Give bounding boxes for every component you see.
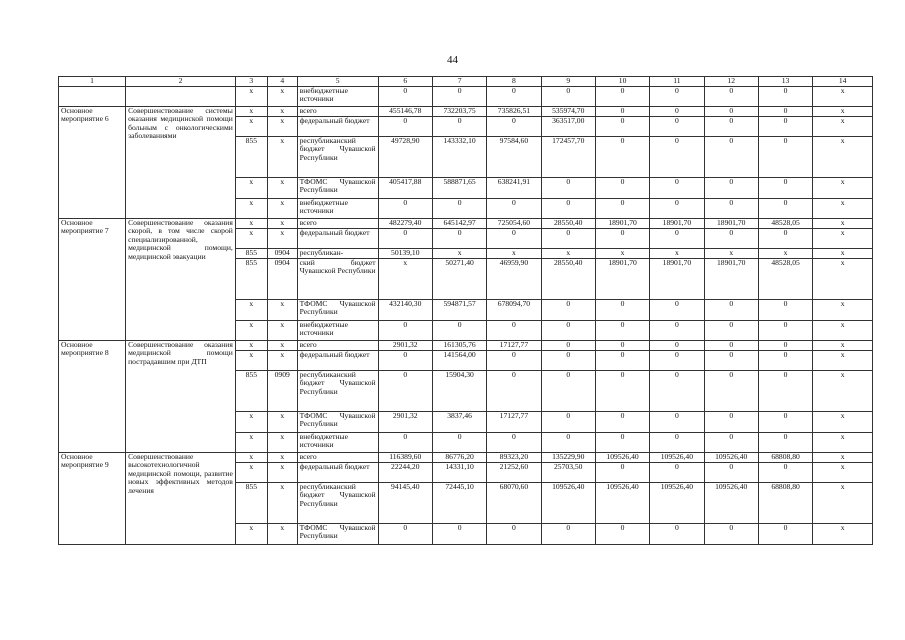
table-row — [59, 106, 873, 116]
amount-cell: 109526,40 — [541, 482, 595, 523]
funding-source-cell: всего — [297, 340, 378, 350]
amount-cell: 0 — [650, 86, 704, 106]
flag-cell: x — [813, 452, 873, 462]
amount-cell: 0 — [595, 86, 649, 106]
amount-cell: 48528,05 — [758, 218, 812, 228]
amount-cell: 109526,40 — [650, 452, 704, 462]
amount-cell: 482279,40 — [378, 218, 432, 228]
flag-cell: x — [813, 350, 873, 370]
amount-cell: 0 — [704, 462, 758, 482]
amount-cell: 432140,30 — [378, 299, 432, 320]
amount-cell: 0 — [704, 340, 758, 350]
grbs-code-cell: x — [235, 452, 267, 462]
amount-cell: 735826,51 — [487, 106, 541, 116]
amount-cell: 0 — [650, 228, 704, 248]
amount-cell: 0 — [704, 350, 758, 370]
amount-cell: 0 — [378, 116, 432, 136]
amount-cell: 0 — [595, 228, 649, 248]
amount-cell: x — [650, 248, 704, 258]
description-cell: Совершенствование системы оказания медицинской помощи больным с онкологическими заболеваниями — [126, 106, 236, 218]
amount-cell: 0 — [595, 340, 649, 350]
amount-cell: 0 — [758, 228, 812, 248]
amount-cell: 141564,00 — [432, 350, 486, 370]
amount-cell: 0 — [595, 299, 649, 320]
amount-cell: 0 — [541, 411, 595, 432]
amount-cell: 0 — [758, 370, 812, 411]
amount-cell: 0 — [541, 320, 595, 340]
amount-cell: 0 — [541, 523, 595, 544]
funding-source-cell: республиканский бюджет Чувашской Республики — [297, 136, 378, 177]
amount-cell: x — [487, 248, 541, 258]
flag-cell: x — [813, 218, 873, 228]
amount-cell: 0 — [650, 106, 704, 116]
amount-cell: 0 — [595, 136, 649, 177]
funding-source-cell: республиканский бюджет Чувашской Республики — [297, 482, 378, 523]
amount-cell: 0 — [487, 228, 541, 248]
grbs-code-cell: 855 — [235, 370, 267, 411]
amount-cell: 0 — [758, 340, 812, 350]
amount-cell: 22244,20 — [378, 462, 432, 482]
section-code-cell: x — [267, 177, 297, 198]
section-code-cell: x — [267, 228, 297, 248]
grbs-code-cell: x — [235, 177, 267, 198]
amount-cell: 0 — [650, 370, 704, 411]
amount-cell: 0 — [758, 198, 812, 218]
amount-cell: 0 — [650, 432, 704, 452]
amount-cell: 0 — [704, 370, 758, 411]
activity-cell: Основное мероприятие 8 — [59, 340, 126, 452]
amount-cell: 0 — [432, 432, 486, 452]
activity-cell — [59, 86, 126, 106]
amount-cell: 18901,70 — [704, 258, 758, 299]
grbs-code-cell: x — [235, 86, 267, 106]
amount-cell: 0 — [432, 86, 486, 106]
description-cell — [126, 86, 236, 106]
flag-cell: x — [813, 411, 873, 432]
amount-cell: 0 — [378, 370, 432, 411]
amount-cell: 0 — [758, 432, 812, 452]
section-code-cell: x — [267, 411, 297, 432]
amount-cell: 0 — [650, 116, 704, 136]
amount-cell: 0 — [704, 136, 758, 177]
amount-cell: 0 — [541, 198, 595, 218]
amount-cell: 0 — [487, 320, 541, 340]
amount-cell: 645142,97 — [432, 218, 486, 228]
amount-cell: 68070,60 — [487, 482, 541, 523]
flag-cell: x — [813, 320, 873, 340]
header-row — [59, 77, 873, 87]
amount-cell: 0 — [432, 320, 486, 340]
amount-cell: 0 — [487, 350, 541, 370]
grbs-code-cell: 855 — [235, 248, 267, 258]
amount-cell: 48528,05 — [758, 258, 812, 299]
header-cell: 12 — [704, 77, 758, 87]
grbs-code-cell: x — [235, 432, 267, 452]
grbs-code-cell: x — [235, 462, 267, 482]
amount-cell: 18901,70 — [650, 218, 704, 228]
amount-cell: 0 — [758, 86, 812, 106]
header-cell: 14 — [813, 77, 873, 87]
amount-cell: 89323,20 — [487, 452, 541, 462]
amount-cell: 0 — [758, 106, 812, 116]
amount-cell: x — [758, 248, 812, 258]
amount-cell: 732203,75 — [432, 106, 486, 116]
section-code-cell: x — [267, 320, 297, 340]
amount-cell: 17127,77 — [487, 411, 541, 432]
amount-cell: 0 — [595, 432, 649, 452]
amount-cell: 0 — [758, 411, 812, 432]
amount-cell: 455146,78 — [378, 106, 432, 116]
funding-source-cell: ский бюджет Чувашской Республики — [297, 258, 378, 299]
header-cell: 10 — [595, 77, 649, 87]
amount-cell: 0 — [595, 370, 649, 411]
flag-cell: x — [813, 106, 873, 116]
table-row — [59, 340, 873, 350]
amount-cell: x — [541, 248, 595, 258]
amount-cell: 68808,80 — [758, 482, 812, 523]
activity-cell: Основное мероприятие 7 — [59, 218, 126, 340]
grbs-code-cell: x — [235, 340, 267, 350]
section-code-cell: x — [267, 116, 297, 136]
section-code-cell: x — [267, 299, 297, 320]
amount-cell: 0 — [378, 228, 432, 248]
amount-cell: 0 — [704, 432, 758, 452]
flag-cell: x — [813, 198, 873, 218]
amount-cell: 0 — [595, 320, 649, 340]
section-code-cell: x — [267, 218, 297, 228]
header-cell: 9 — [541, 77, 595, 87]
grbs-code-cell: x — [235, 411, 267, 432]
amount-cell: 0 — [378, 86, 432, 106]
amount-cell: 3837,46 — [432, 411, 486, 432]
section-code-cell: x — [267, 106, 297, 116]
amount-cell: x — [595, 248, 649, 258]
amount-cell: 0 — [650, 198, 704, 218]
flag-cell: x — [813, 177, 873, 198]
amount-cell: 0 — [758, 350, 812, 370]
flag-cell: x — [813, 248, 873, 258]
flag-cell: x — [813, 299, 873, 320]
amount-cell: 0 — [758, 320, 812, 340]
amount-cell: 0 — [704, 299, 758, 320]
amount-cell: 2901,32 — [378, 411, 432, 432]
amount-cell: 0 — [595, 106, 649, 116]
funding-source-cell: всего — [297, 218, 378, 228]
amount-cell: 0 — [704, 106, 758, 116]
amount-cell: 0 — [541, 340, 595, 350]
amount-cell: 588871,65 — [432, 177, 486, 198]
header-cell: 6 — [378, 77, 432, 87]
amount-cell: 18901,70 — [650, 258, 704, 299]
amount-cell: 50271,40 — [432, 258, 486, 299]
amount-cell: 0 — [650, 320, 704, 340]
section-code-cell: 0909 — [267, 370, 297, 411]
amount-cell: 0 — [432, 198, 486, 218]
funding-source-cell: внебюджетные источники — [297, 86, 378, 106]
amount-cell: 0 — [487, 116, 541, 136]
amount-cell: 0 — [595, 116, 649, 136]
amount-cell: 0 — [541, 432, 595, 452]
funding-source-cell: ТФОМС Чувашской Республики — [297, 299, 378, 320]
header-cell: 2 — [126, 77, 236, 87]
amount-cell: 0 — [704, 177, 758, 198]
amount-cell: 2901,32 — [378, 340, 432, 350]
amount-cell: 109526,40 — [595, 482, 649, 523]
section-code-cell: x — [267, 452, 297, 462]
amount-cell: 0 — [541, 370, 595, 411]
flag-cell: x — [813, 482, 873, 523]
amount-cell: 109526,40 — [650, 482, 704, 523]
header-cell: 4 — [267, 77, 297, 87]
grbs-code-cell: x — [235, 198, 267, 218]
section-code-cell: x — [267, 462, 297, 482]
grbs-code-cell: x — [235, 218, 267, 228]
amount-cell: 0 — [704, 198, 758, 218]
amount-cell: 0 — [541, 299, 595, 320]
amount-cell: 594871,57 — [432, 299, 486, 320]
amount-cell: 109526,40 — [704, 482, 758, 523]
amount-cell: 94145,40 — [378, 482, 432, 523]
table-row — [59, 218, 873, 228]
amount-cell: 0 — [595, 523, 649, 544]
amount-cell: 28550,40 — [541, 218, 595, 228]
amount-cell: 0 — [758, 299, 812, 320]
amount-cell: 0 — [704, 116, 758, 136]
section-code-cell: x — [267, 523, 297, 544]
amount-cell: 0 — [650, 136, 704, 177]
amount-cell: 0 — [487, 86, 541, 106]
section-code-cell: x — [267, 198, 297, 218]
funding-source-cell: ТФОМС Чувашской Республики — [297, 177, 378, 198]
grbs-code-cell: x — [235, 299, 267, 320]
amount-cell: 0 — [595, 350, 649, 370]
amount-cell: 21252,60 — [487, 462, 541, 482]
budget-table — [58, 76, 873, 545]
flag-cell: x — [813, 523, 873, 544]
grbs-code-cell: 855 — [235, 482, 267, 523]
amount-cell: 0 — [595, 462, 649, 482]
activity-cell: Основное мероприятие 6 — [59, 106, 126, 218]
amount-cell: 0 — [378, 523, 432, 544]
amount-cell: 18901,70 — [595, 218, 649, 228]
flag-cell: x — [813, 340, 873, 350]
amount-cell: 18901,70 — [595, 258, 649, 299]
funding-source-cell: ТФОМС Чувашской Республики — [297, 411, 378, 432]
amount-cell: 0 — [595, 177, 649, 198]
section-code-cell: x — [267, 432, 297, 452]
funding-source-cell: ТФОМС Чувашской Республики — [297, 523, 378, 544]
amount-cell: 0 — [487, 198, 541, 218]
grbs-code-cell: x — [235, 320, 267, 340]
amount-cell: 363517,00 — [541, 116, 595, 136]
flag-cell: x — [813, 136, 873, 177]
amount-cell: 0 — [650, 350, 704, 370]
flag-cell: x — [813, 86, 873, 106]
amount-cell: x — [432, 248, 486, 258]
amount-cell: 0 — [541, 86, 595, 106]
amount-cell: 68808,80 — [758, 452, 812, 462]
amount-cell: 0 — [487, 432, 541, 452]
flag-cell: x — [813, 462, 873, 482]
funding-source-cell: федеральный бюджет — [297, 462, 378, 482]
amount-cell: 25703,50 — [541, 462, 595, 482]
amount-cell: 0 — [432, 523, 486, 544]
grbs-code-cell: x — [235, 523, 267, 544]
funding-source-cell: федеральный бюджет — [297, 350, 378, 370]
funding-source-cell: республикан- — [297, 248, 378, 258]
amount-cell: 0 — [650, 411, 704, 432]
grbs-code-cell: x — [235, 106, 267, 116]
amount-cell: 0 — [650, 462, 704, 482]
amount-cell: 172457,70 — [541, 136, 595, 177]
funding-source-cell: федеральный бюджет — [297, 116, 378, 136]
funding-source-cell: внебюджетные источники — [297, 198, 378, 218]
flag-cell: x — [813, 116, 873, 136]
amount-cell: 86776,20 — [432, 452, 486, 462]
amount-cell: 0 — [595, 198, 649, 218]
amount-cell: 0 — [650, 299, 704, 320]
header-cell: 8 — [487, 77, 541, 87]
activity-cell: Основное мероприятие 9 — [59, 452, 126, 544]
table-row — [59, 452, 873, 462]
amount-cell: 72445,10 — [432, 482, 486, 523]
description-cell: Совершенствование оказания скорой, в том числе скорой специализированной, медицинской помощи, медицинской эвакуации — [126, 218, 236, 340]
amount-cell: 535974,70 — [541, 106, 595, 116]
section-code-cell: x — [267, 340, 297, 350]
amount-cell: 0 — [650, 340, 704, 350]
header-cell: 1 — [59, 77, 126, 87]
amount-cell: 678094,70 — [487, 299, 541, 320]
amount-cell: 18901,70 — [704, 218, 758, 228]
amount-cell: 0 — [704, 228, 758, 248]
amount-cell: 0 — [758, 462, 812, 482]
amount-cell: 17127,77 — [487, 340, 541, 350]
amount-cell: 725054,60 — [487, 218, 541, 228]
header-cell: 7 — [432, 77, 486, 87]
amount-cell: 0 — [650, 177, 704, 198]
funding-source-cell: всего — [297, 106, 378, 116]
header-cell: 3 — [235, 77, 267, 87]
amount-cell: 405417,88 — [378, 177, 432, 198]
amount-cell: 0 — [541, 177, 595, 198]
amount-cell: 143332,10 — [432, 136, 486, 177]
amount-cell: 97584,60 — [487, 136, 541, 177]
amount-cell: 0 — [758, 116, 812, 136]
amount-cell: x — [704, 248, 758, 258]
amount-cell: 50139,10 — [378, 248, 432, 258]
flag-cell: x — [813, 228, 873, 248]
header-cell: 13 — [758, 77, 812, 87]
amount-cell: 0 — [595, 411, 649, 432]
funding-source-cell: республиканский бюджет Чувашской Республики — [297, 370, 378, 411]
amount-cell: 0 — [378, 432, 432, 452]
amount-cell: 28550,40 — [541, 258, 595, 299]
amount-cell: 161305,76 — [432, 340, 486, 350]
section-code-cell: x — [267, 136, 297, 177]
grbs-code-cell: 855 — [235, 258, 267, 299]
amount-cell: 14331,10 — [432, 462, 486, 482]
amount-cell: 0 — [432, 116, 486, 136]
description-cell: Совершенствование оказания медицинской помощи пострадавшим при ДТП — [126, 340, 236, 452]
amount-cell: 0 — [758, 177, 812, 198]
amount-cell: 0 — [704, 523, 758, 544]
section-code-cell: x — [267, 482, 297, 523]
amount-cell: 0 — [487, 523, 541, 544]
amount-cell: 46959,90 — [487, 258, 541, 299]
grbs-code-cell: 855 — [235, 136, 267, 177]
amount-cell: 0 — [432, 228, 486, 248]
amount-cell: 0 — [541, 228, 595, 248]
grbs-code-cell: x — [235, 350, 267, 370]
amount-cell: 0 — [541, 350, 595, 370]
page-number: 44 — [447, 54, 458, 66]
amount-cell: 109526,40 — [704, 452, 758, 462]
amount-cell: 0 — [650, 523, 704, 544]
header-cell: 11 — [650, 77, 704, 87]
flag-cell: x — [813, 258, 873, 299]
section-code-cell: x — [267, 86, 297, 106]
amount-cell: 15904,30 — [432, 370, 486, 411]
amount-cell: 0 — [704, 411, 758, 432]
table-row — [59, 86, 873, 106]
flag-cell: x — [813, 432, 873, 452]
amount-cell: 0 — [704, 320, 758, 340]
amount-cell: 49728,90 — [378, 136, 432, 177]
amount-cell: 0 — [378, 320, 432, 340]
grbs-code-cell: x — [235, 228, 267, 248]
amount-cell: 109526,40 — [595, 452, 649, 462]
section-code-cell: 0904 — [267, 248, 297, 258]
amount-cell: 116389,60 — [378, 452, 432, 462]
amount-cell: x — [378, 258, 432, 299]
header-cell: 5 — [297, 77, 378, 87]
section-code-cell: 0904 — [267, 258, 297, 299]
grbs-code-cell: x — [235, 116, 267, 136]
funding-source-cell: федеральный бюджет — [297, 228, 378, 248]
amount-cell: 0 — [704, 86, 758, 106]
amount-cell: 0 — [487, 370, 541, 411]
flag-cell: x — [813, 370, 873, 411]
amount-cell: 0 — [378, 198, 432, 218]
amount-cell: 135229,90 — [541, 452, 595, 462]
description-cell: Совершенствование высокотехнологичной медицинской помощи, развитие новых эффективных методов лечения — [126, 452, 236, 544]
amount-cell: 0 — [378, 350, 432, 370]
section-code-cell: x — [267, 350, 297, 370]
amount-cell: 638241,91 — [487, 177, 541, 198]
funding-source-cell: внебюджетные источники — [297, 432, 378, 452]
amount-cell: 0 — [758, 136, 812, 177]
amount-cell: 0 — [758, 523, 812, 544]
funding-source-cell: всего — [297, 452, 378, 462]
funding-source-cell: внебюджетные источники — [297, 320, 378, 340]
